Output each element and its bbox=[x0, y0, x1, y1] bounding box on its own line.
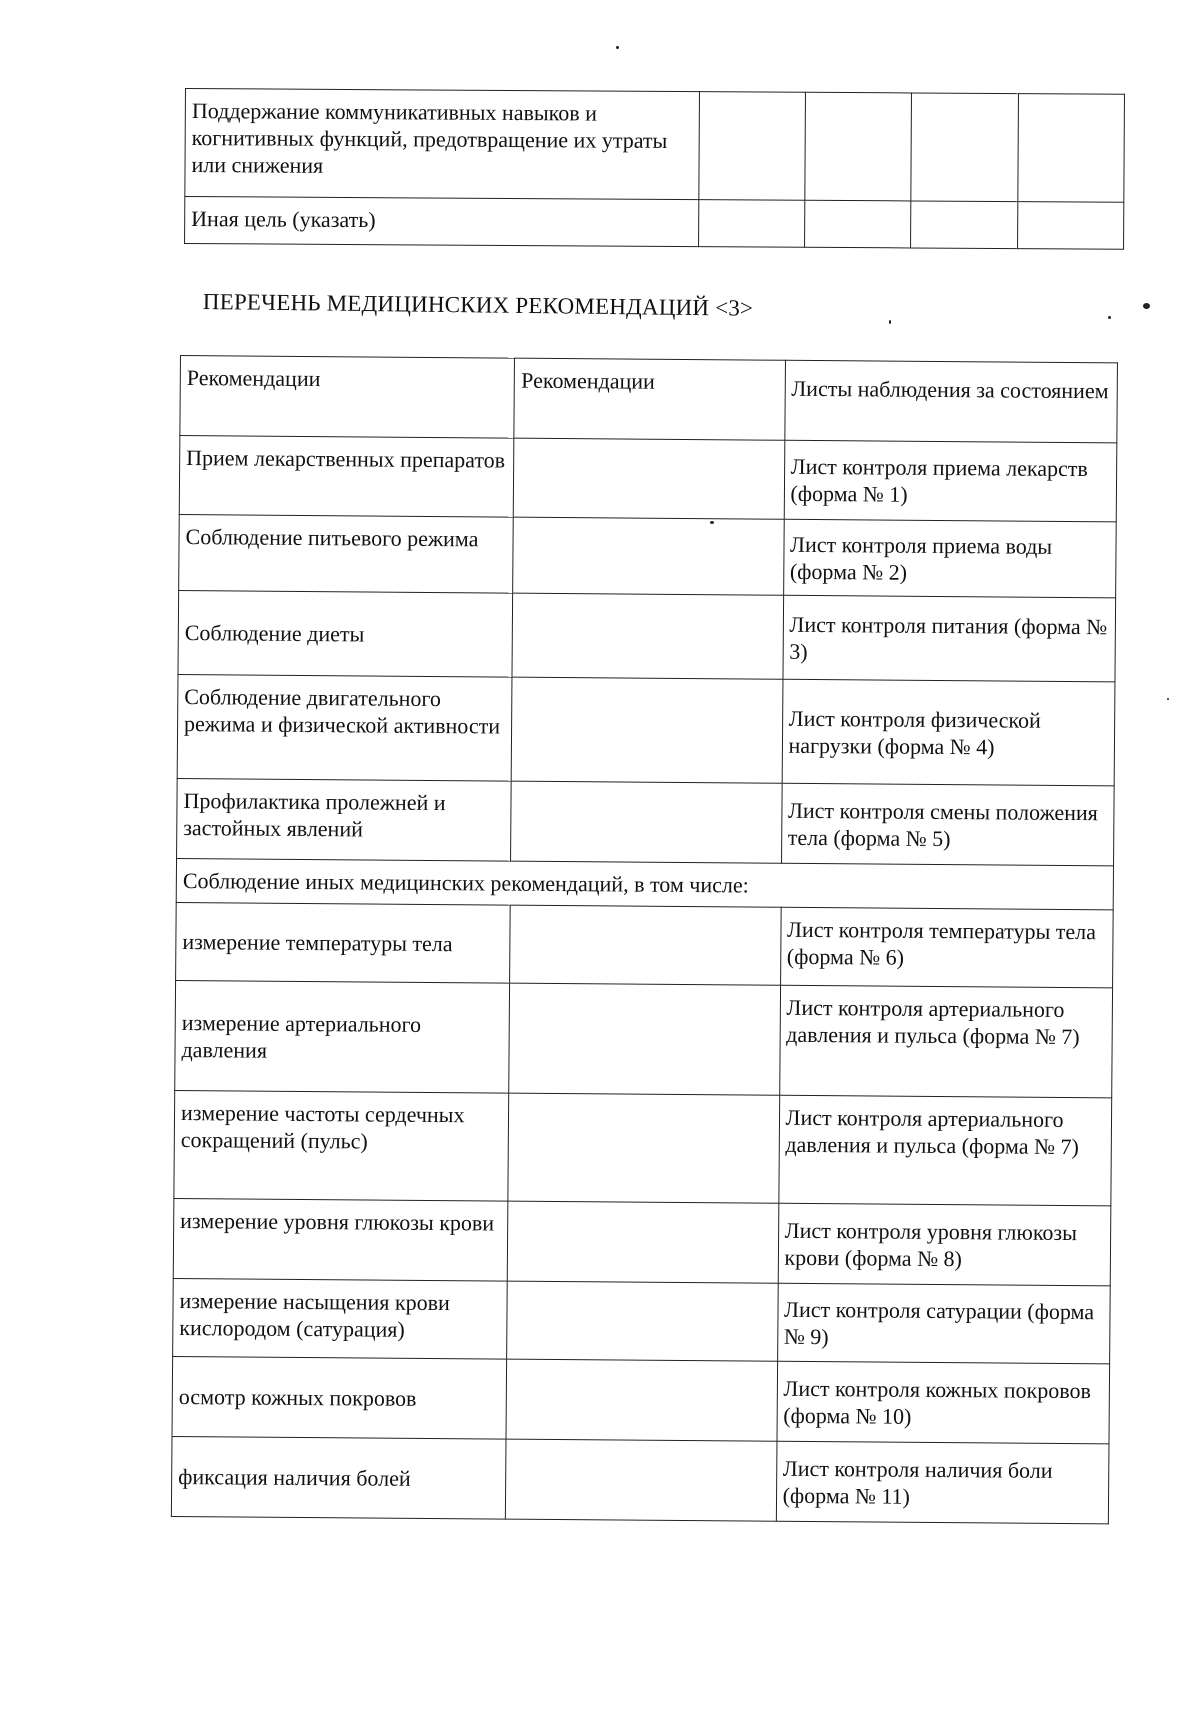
table-row bbox=[177, 674, 1115, 785]
header-cell: Рекомендации bbox=[180, 356, 515, 439]
recommendation-entry-cell bbox=[506, 1359, 777, 1441]
table-row bbox=[177, 778, 1115, 865]
recommendation-cell: Прием лекарственных препаратов bbox=[179, 436, 514, 518]
recommendation-entry-cell bbox=[508, 1201, 779, 1283]
table-row bbox=[171, 1436, 1109, 1523]
recommendation-cell: измерение насыщения крови кислородом (сатурация) bbox=[173, 1278, 508, 1359]
recommendation-cell: Профилактика пролежней и застойных явлений bbox=[177, 778, 512, 861]
recommendation-cell: измерение температуры тела bbox=[176, 902, 511, 983]
table-row bbox=[174, 1090, 1112, 1205]
scan-speck bbox=[1167, 698, 1169, 700]
table-row bbox=[175, 980, 1113, 1097]
observation-sheet-cell: Лист контроля артериального давления и пульса (форма № 7) bbox=[778, 1095, 1111, 1206]
recommendation-entry-cell bbox=[514, 438, 785, 519]
recommendation-entry-cell bbox=[513, 517, 784, 595]
goal-mark-cell bbox=[911, 201, 1018, 249]
table-row bbox=[173, 1198, 1111, 1285]
recommendations-table bbox=[171, 355, 1118, 1524]
goal-mark-cell bbox=[911, 93, 1018, 202]
table-row bbox=[178, 590, 1116, 681]
observation-sheet-cell: Лист контроля питания (форма № 3) bbox=[783, 595, 1116, 682]
goal-mark-cell bbox=[699, 92, 806, 201]
header-cell: Листы наблюдения за состоянием bbox=[784, 360, 1117, 443]
observation-sheet-cell: Лист контроля температуры тела (форма № 6) bbox=[780, 907, 1113, 988]
section-title: ПЕРЕЧЕНЬ МЕДИЦИНСКИХ РЕКОМЕНДАЦИЙ <3> bbox=[202, 289, 754, 321]
recommendation-entry-cell bbox=[509, 983, 780, 1095]
recommendation-entry-cell bbox=[512, 593, 783, 679]
scan-speck bbox=[889, 320, 891, 324]
goal-mark-cell bbox=[1017, 202, 1124, 250]
recommendation-cell: измерение артериального давления bbox=[175, 980, 510, 1093]
scan-speck bbox=[1108, 316, 1111, 319]
recommendation-entry-cell bbox=[506, 1439, 777, 1521]
observation-sheet-cell: Лист контроля кожных покровов (форма № 10) bbox=[777, 1361, 1110, 1444]
recommendation-cell: Соблюдение двигательного режима и физической активности bbox=[177, 674, 512, 781]
recommendation-cell: измерение уровня глюкозы крови bbox=[173, 1198, 508, 1281]
recommendation-entry-cell bbox=[511, 781, 782, 863]
table-row bbox=[176, 902, 1114, 987]
recommendation-entry-cell bbox=[512, 677, 783, 783]
table-row bbox=[179, 514, 1117, 597]
scan-speck bbox=[1143, 303, 1150, 309]
observation-sheet-cell: Лист контроля наличия боли (форма № 11) bbox=[776, 1441, 1109, 1524]
observation-sheet-cell: Лист контроля артериального давления и пульса (форма № 7) bbox=[779, 985, 1112, 1098]
table-row bbox=[179, 436, 1117, 522]
recommendation-entry-cell bbox=[507, 1281, 778, 1361]
observation-sheet-cell: Лист контроля приема воды (форма № 2) bbox=[783, 519, 1116, 598]
observation-sheet-cell: Лист контроля приема лекарств (форма № 1) bbox=[784, 440, 1117, 522]
observation-sheet-cell: Лист контроля физической нагрузки (форма № 4) bbox=[782, 679, 1115, 786]
recommendation-cell: Соблюдение диеты bbox=[178, 590, 513, 677]
goal-mark-cell bbox=[805, 200, 912, 248]
header-cell: Рекомендации bbox=[514, 358, 785, 440]
recommendation-entry-cell bbox=[510, 905, 781, 985]
table-row bbox=[185, 197, 1124, 250]
other-recommendations-heading: Соблюдение иных медицинских рекомендаций, в том числе: bbox=[176, 858, 1113, 909]
observation-sheet-cell: Лист контроля смены положения тела (форма № 5) bbox=[781, 783, 1114, 866]
goal-label: Поддержание коммуникативных навыков и когнитивных функций, предотвращение их утраты или снижения bbox=[185, 89, 700, 200]
goals-table bbox=[184, 88, 1125, 250]
recommendation-entry-cell bbox=[508, 1093, 779, 1203]
goal-label: Иная цель (указать) bbox=[185, 197, 699, 247]
table-row bbox=[176, 858, 1113, 909]
table-row bbox=[173, 1278, 1111, 1363]
table-header-row bbox=[180, 356, 1118, 443]
goal-mark-cell bbox=[1017, 94, 1124, 203]
recommendation-cell: осмотр кожных покровов bbox=[172, 1356, 507, 1439]
table-row bbox=[185, 89, 1125, 203]
scan-speck bbox=[616, 46, 619, 49]
goal-mark-cell bbox=[805, 92, 912, 201]
scan-speck bbox=[710, 521, 714, 524]
recommendation-cell: фиксация наличия болей bbox=[171, 1436, 506, 1519]
observation-sheet-cell: Лист контроля сатурации (форма № 9) bbox=[777, 1283, 1110, 1364]
observation-sheet-cell: Лист контроля уровня глюкозы крови (форма № 8) bbox=[778, 1203, 1111, 1286]
table-row bbox=[172, 1356, 1110, 1443]
recommendation-cell: Соблюдение питьевого режима bbox=[179, 514, 514, 593]
goal-mark-cell bbox=[698, 200, 805, 248]
recommendation-cell: измерение частоты сердечных сокращений (пульс) bbox=[174, 1090, 509, 1201]
